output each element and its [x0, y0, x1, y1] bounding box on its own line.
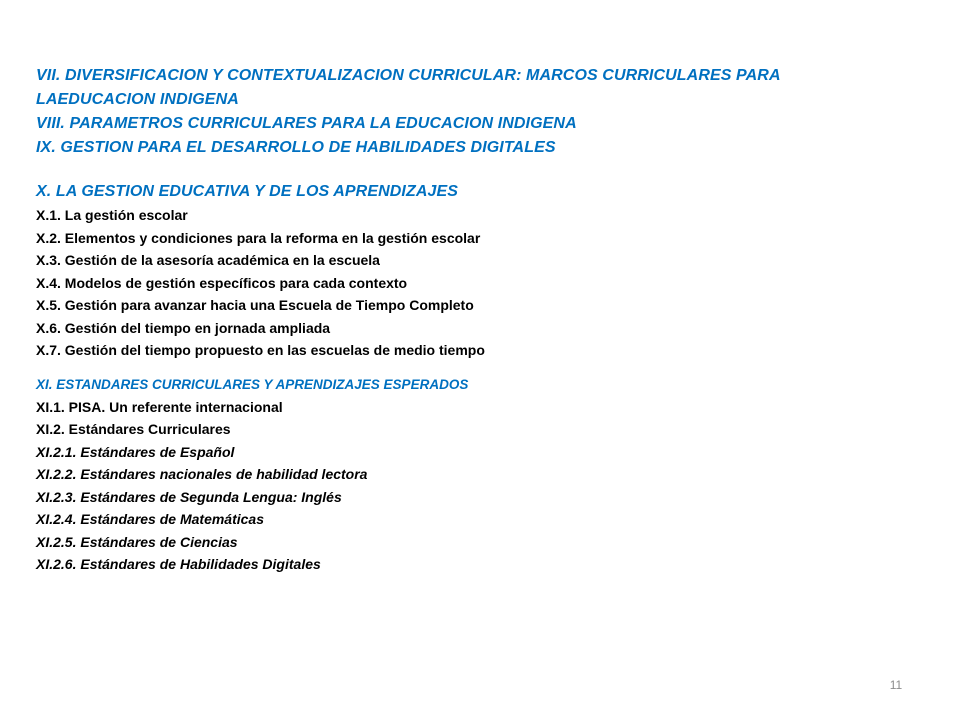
section-xi-item: XI.2. Estándares Curriculares — [36, 421, 231, 437]
heading-ix: IX. GESTION PARA EL DESARROLLO DE HABILIDADES DIGITALES — [36, 139, 556, 156]
heading-x: X. LA GESTION EDUCATIVA Y DE LOS APRENDIZAJES — [36, 183, 459, 200]
heading-vii-line2: LAEDUCACION INDIGENA — [36, 91, 239, 108]
section-xi-subitem: XI.2.6. Estándares de Habilidades Digitales — [36, 556, 321, 572]
section-xi-subitem: XI.2.4. Estándares de Matemáticas — [36, 511, 264, 527]
heading-vii-line1: VII. DIVERSIFICACION Y CONTEXTUALIZACION CURRICULAR: MARCOS CURRICULARES PARA — [36, 67, 781, 84]
section-x-item: X.4. Modelos de gestión específicos para cada contexto — [36, 274, 408, 291]
heading-xi: XI. ESTANDARES CURRICULARES Y APRENDIZAJES ESPERADOS — [36, 376, 469, 392]
section-xi-list — [36, 396, 926, 576]
section-xi-subitem: XI.2.5. Estándares de Ciencias — [36, 533, 238, 550]
section-xi-subitem: XI.2.3. Estándares de Segunda Lengua: Inglés — [36, 488, 342, 505]
section-x-item: X.7. Gestión del tiempo propuesto en las escuelas de medio tiempo — [36, 342, 485, 358]
section-x-item: X.1. La gestión escolar — [36, 207, 188, 223]
section-xi-subitem: XI.2.2. Estándares nacionales de habilidad lectora — [36, 466, 368, 482]
section-xi-subitem: XI.2.1. Estándares de Español — [36, 443, 235, 460]
spacer — [36, 160, 926, 180]
section-xi-item: XI.1. PISA. Un referente internacional — [36, 398, 283, 415]
heading-viii: VIII. PARAMETROS CURRICULARES PARA LA EDUCACION INDIGENA — [36, 115, 577, 132]
section-x-list — [36, 204, 926, 362]
slide-content — [36, 64, 926, 576]
section-x-item: X.2. Elementos y condiciones para la reforma en la gestión escolar — [36, 229, 481, 246]
section-x-item: X.3. Gestión de la asesoría académica en la escuela — [36, 252, 380, 268]
spacer — [36, 362, 926, 374]
section-x-item: X.6. Gestión del tiempo en jornada ampliada — [36, 319, 331, 336]
page-number: 11 — [889, 678, 903, 692]
section-x-item: X.5. Gestión para avanzar hacia una Escuela de Tiempo Completo — [36, 297, 474, 313]
